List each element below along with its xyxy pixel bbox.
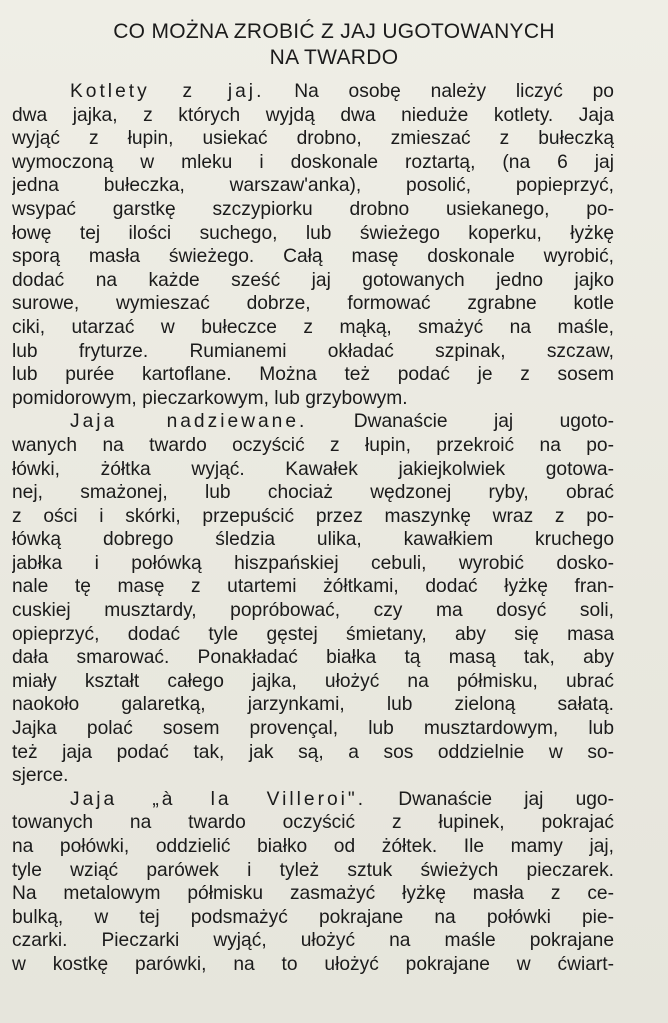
recipe-heading-villeroi: Jaja „à la Villeroi". — [70, 788, 367, 810]
paragraph-line: pomidorowym, pieczarkowym, lub grzybowym. — [12, 387, 408, 409]
paragraph-line: tyle wziąć parówek i tyleż sztuk świeżych pieczarek. — [12, 859, 614, 881]
paragraph-line: cuskiej musztardy, popróbować, czy ma dosyć soli, — [12, 600, 614, 622]
paragraph-line: wsypać garstkę szczypiorku drobno usiekanego, po- — [12, 198, 614, 220]
paragraph-line: na połówki, oddzielić białko od żółtek. Ile mamy jaj, — [12, 836, 614, 857]
paragraph-line: Jaja „à la Villeroi". Dwanaście jaj ugo- — [70, 788, 614, 810]
paragraph-line: wyjąć z łupin, usiekać drobno, zmieszać z bułeczką — [12, 128, 614, 150]
paragraph-line: jedna bułeczka, warszaw'anka), posolić, popieprzyć, — [12, 175, 614, 197]
paragraph-line: towanych na twardo oczyścić z łupinek, pokrajać — [12, 812, 614, 834]
paragraph-line: też jaja podać tak, jak są, a sos oddzielnie w so- — [12, 741, 614, 763]
paragraph-line: miały kształt całego jajka, ułożyć na półmisku, ubrać — [12, 670, 614, 692]
recipe-heading-kotlety: Kotlety z jaj. — [70, 81, 265, 102]
paragraph-line: naokoło galaretką, jarzynkami, lub zieloną sałatą. — [12, 694, 614, 716]
recipe-heading-nadziewane: Jaja nadziewane. — [70, 411, 308, 433]
paragraph-line: Na metalowym półmisku zasmażyć łyżkę masła z ce- — [12, 883, 614, 905]
title-line-1: CO MOŻNA ZROBIĆ Z JAJ UGOTOWANYCH — [113, 20, 555, 43]
paragraph-line: dodać na każde sześć jaj gotowanych jedno jajko — [12, 269, 614, 291]
paragraph-line: nale tę masę z utartemi żółtkami, dodać łyżkę fran- — [12, 576, 614, 598]
paragraph-line: z ości i skórki, przepuścić przez maszynkę wraz z po- — [12, 505, 614, 527]
paragraph-line: jabłka i połówką hiszpańskiej cebuli, wyrobić dosko- — [12, 552, 614, 574]
paragraph-line: dała smarować. Ponakładać białka tą masą tak, aby — [12, 647, 614, 669]
paragraph-line: łówki, żółtka wyjąć. Kawałek jakiejkolwiek gotowa- — [12, 458, 614, 480]
paragraph-line: nej, smażonej, lub chociaż wędzonej ryby, obrać — [12, 482, 614, 504]
paragraph-line: Jajka polać sosem provençal, lub musztardowym, lub — [12, 718, 614, 740]
paragraph-line: dwa jajka, z których wyjdą dwa nieduże kotlety. Jaja — [12, 104, 614, 126]
paragraph-line: sjerce. — [12, 765, 69, 787]
paragraph-line: czarki. Pieczarki wyjąć, ułożyć na maśle pokrajane — [12, 930, 614, 952]
title-line-2: NA TWARDO — [269, 46, 399, 69]
paragraph-line: łówką dobrego śledzia ulika, kawałkiem kruchego — [12, 529, 614, 551]
paragraph-line: wymoczoną w mleku i doskonale roztartą, (na 6 jaj — [12, 151, 614, 173]
paragraph-line: Kotlety z jaj. Na osobę należy liczyć po — [70, 81, 614, 102]
paragraph-line: lub fryturze. Rumianemi okładać szpinak, szczaw, — [12, 340, 614, 362]
paragraph-line: sporą masła świeżego. Całą masę doskonale wyrobić, — [12, 246, 614, 268]
paragraph-line: łowę tej ilości suchego, lub świeżego koperku, łyżkę — [12, 222, 614, 244]
paragraph-line: Jaja nadziewane. Dwanaście jaj ugoto- — [70, 411, 614, 433]
article-body — [12, 80, 614, 977]
paragraph-line: opieprzyć, dodać tyle gęstej śmietany, aby się masa — [12, 623, 614, 645]
paragraph-line: wanych na twardo oczyścić z łupin, przekroić na po- — [12, 434, 614, 456]
paragraph-line: bulką, w tej podsmażyć pokrajane na połówki pie- — [12, 906, 614, 928]
paragraph-line: surowe, wymieszać dobrze, formować zgrabne kotle — [12, 293, 614, 315]
paragraph-line: w kostkę parówki, na to ułożyć pokrajane w ćwiart- — [12, 953, 614, 975]
paragraph-line: lub purée kartoflane. Można też podać je z sosem — [12, 364, 614, 386]
paragraph-line: ciki, utarzać w bułeczce z mąką, smażyć na maśle, — [12, 316, 614, 338]
